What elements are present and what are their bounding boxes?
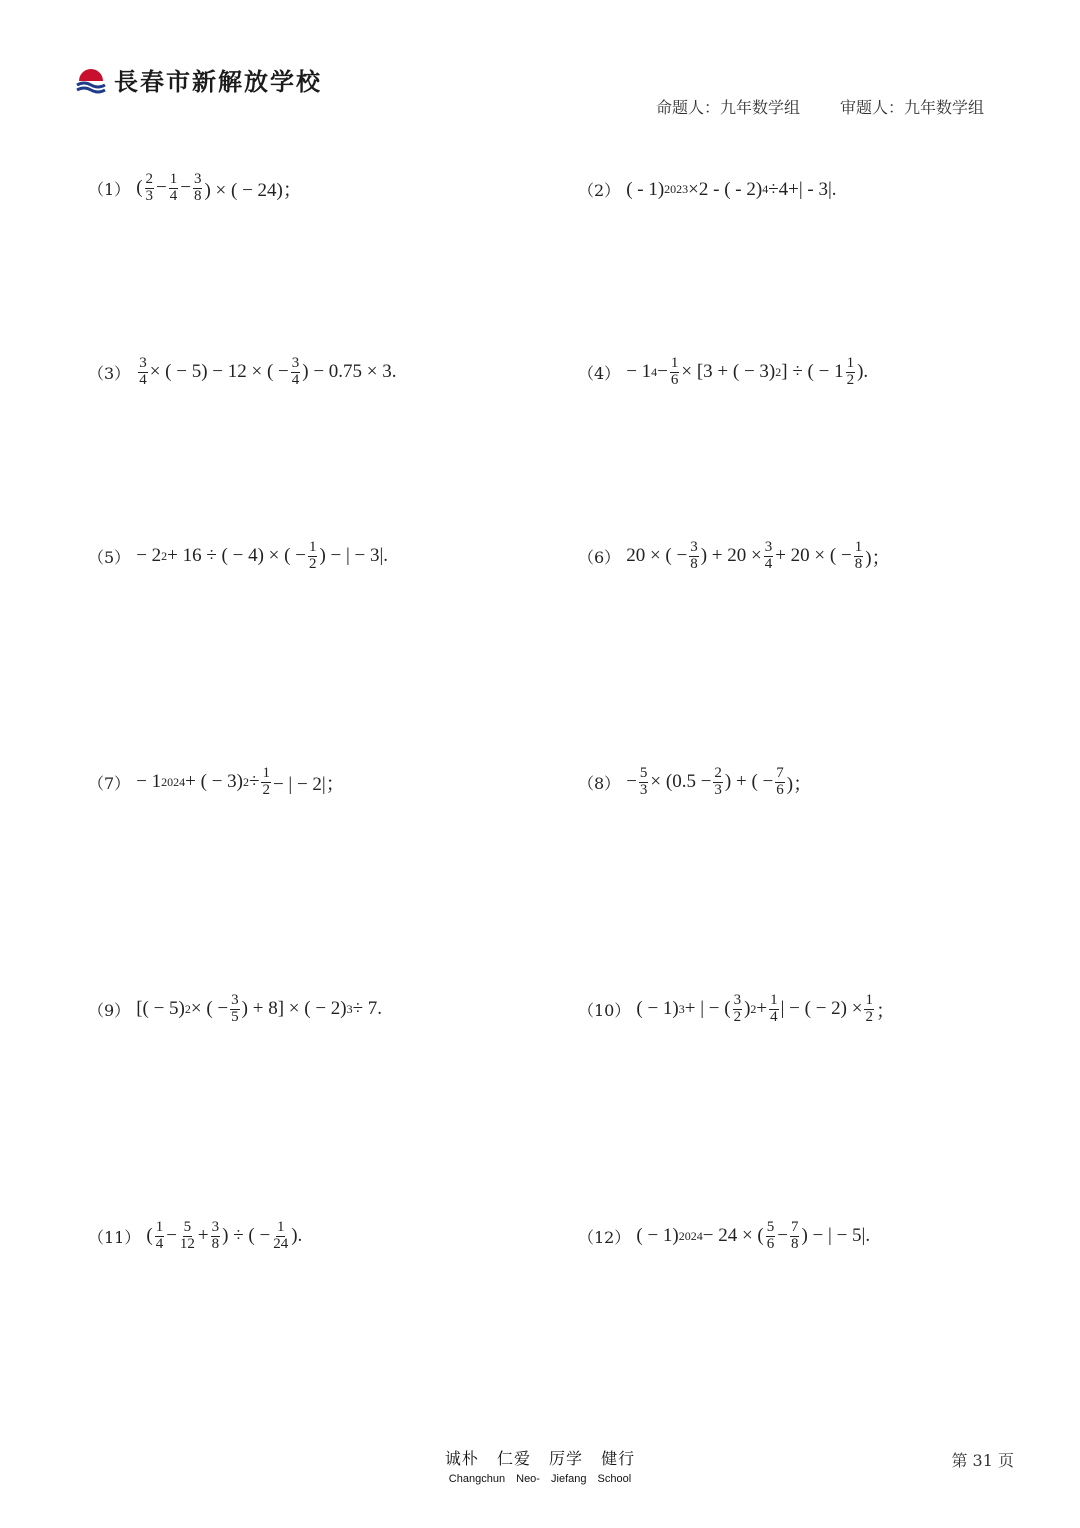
problem-number: （10）	[578, 1000, 631, 1020]
school-emblem-icon	[76, 66, 106, 94]
problem-number: （12）	[578, 1227, 631, 1247]
school-logo	[76, 62, 322, 97]
problem-number: （5）	[88, 547, 131, 567]
page-number: 第 31 页	[951, 1451, 1014, 1470]
problem-10: （10） ( − 1) 3 + | − ( $\frac{3}{2}$ ) 2 + $\frac{1}{4}$ | − ( − 2) × $\frac{1}{2}$ ；	[578, 992, 895, 1025]
problem-12: （12） ( − 1) 2024 − 24 × ( $\frac{5}{6}$ − $\frac{7}{8}$ ) − | − 5|.	[578, 1219, 871, 1252]
problem-number: （6）	[578, 547, 621, 567]
problem-3: （3） $\frac{3}{4}$ × ( − 5) − 12 × ( − $\frac{3}{4}$ ) − 0.75 × 3.	[88, 355, 397, 388]
problem-9: （9） [( − 5) 2 × ( − $\frac{3}{5}$ ) + 8] × ( − 2) 3 ÷ 7.	[88, 992, 383, 1025]
problem-number: （7）	[88, 773, 131, 793]
problem-8: （8） − $\frac{5}{3}$ × (0.5 − $\frac{2}{3}$ ) + ( − $\frac{7}{6}$ )；	[578, 765, 813, 798]
problem-number: （1）	[88, 179, 131, 199]
problem-2: （2） ( - 1) 2023 ×2 - ( - 2) 4 ÷4+| - 3|.	[578, 178, 837, 200]
problem-4: （4） − 1 4 − $\frac{1}{6}$ × [3 + ( − 3) 2 ] ÷ ( − 1 $\frac{1}{2}$ ).	[578, 355, 869, 388]
problem-number: （9）	[88, 1000, 131, 1020]
problem-6: （6） 20 × ( − $\frac{3}{8}$ ) + 20 × $\frac{3}{4}$ + 20 × ( − $\frac{1}{8}$ )；	[578, 539, 891, 572]
problem-number: （2）	[578, 181, 621, 200]
school-english-name: Changchun Neo- Jiefang School	[448, 1473, 632, 1485]
problem-number: （8）	[578, 773, 621, 793]
problem-5: （5） − 2 2 + 16 ÷ ( − 4) × ( − $\frac{1}{2}$ ) − | − 3|.	[88, 539, 389, 572]
school-name: 長春市新解放学校	[114, 67, 322, 96]
problem-number: （4）	[578, 363, 621, 383]
problem-1: （1） ( $\frac{2}{3}$ − $\frac{1}{4}$ − $\frac{3}{8}$ ) × ( − 24)；	[88, 171, 302, 204]
school-motto: 诚朴 仁爱 厉学 健行	[444, 1449, 636, 1468]
problem-7: （7） − 1 2024 + ( − 3) 2 ÷ $\frac{1}{2}$ − | − 2|；	[88, 765, 345, 798]
problem-11: （11） ( $\frac{1}{4}$ − $\frac{5}{12}$ + $\frac{3}{8}$ ) ÷ ( − $\frac{1}{24}$ ).	[88, 1219, 303, 1252]
setter-label: 命题人：九年数学组	[655, 98, 800, 117]
problem-number: （11）	[88, 1227, 141, 1247]
header-credits	[656, 95, 984, 118]
footer	[0, 1446, 1080, 1485]
problem-number: （3）	[88, 363, 131, 383]
reviewer-label: 审题人：九年数学组	[839, 98, 984, 117]
